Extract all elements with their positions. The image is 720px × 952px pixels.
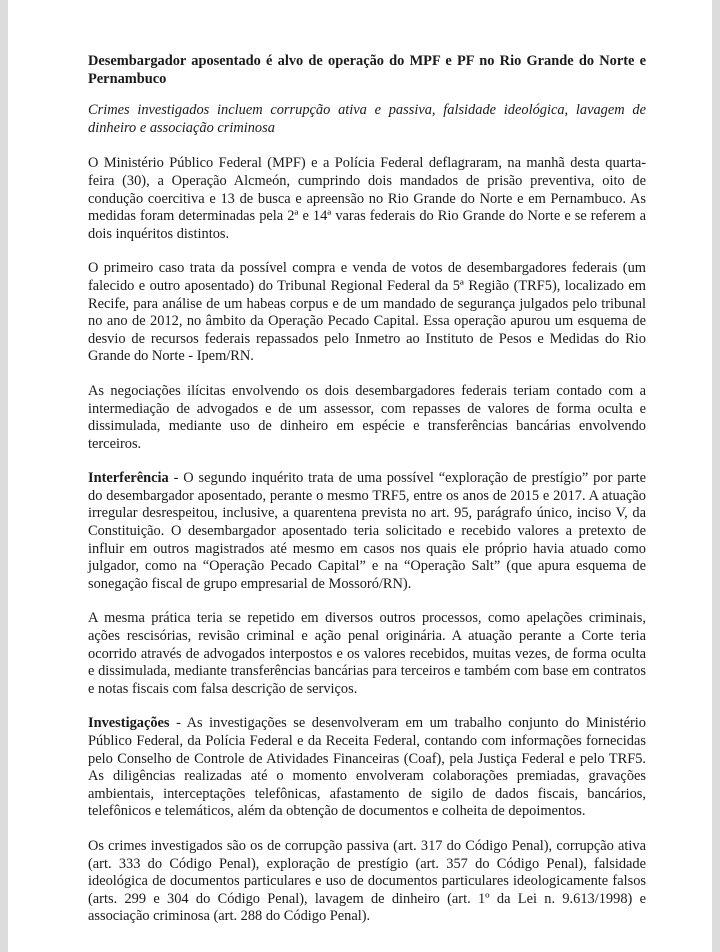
article-subtitle: Crimes investigados incluem corrupção ativa e passiva, falsidade ideológica, lavagem de dinheiro e associação criminosa xyxy=(88,102,646,136)
paragraph-text: As negociações ilícitas envolvendo os dois desembargadores federais teriam contado com a intermediação de advogados e de um assessor, com repasses de valores de forma oculta e dissimulada, mediante uso de dinheiro em espécie e transferências bancárias envolvendo terceiros. xyxy=(88,382,646,452)
paragraph-operation xyxy=(88,155,646,243)
paragraph-text: O primeiro caso trata da possível compra e venda de votos de desembargadores federais (um falecido e outro aposentado) do Tribunal Regional Federal da 5ª Região (TRF5), localizado em Recife, para análise de um habeas corpus e de um mandado de segurança julgados pelo tribunal no ano de 2012, no âmbito da Operação Pecado Capital. Essa operação apurou um esquema de desvio de recursos federais repassados pelo Inmetro ao Instituto de Pesos e Medidas do Rio Grande do Norte - Ipem/RN. xyxy=(88,260,646,365)
paragraph-text: A mesma prática teria se repetido em diversos outros processos, como apelações criminais, ações rescisórias, revisão criminal e ação penal originária. A atuação perante a Corte teria ocorrido através de advogados interpostos e os valores recebidos, muitas vezes, de forma oculta e dissimulada, mediante transferências bancárias para terceiros e também com base em contratos e notas fiscais com falsa descrição de serviços. xyxy=(88,610,646,697)
paragraph-interference xyxy=(88,470,646,593)
paragraph-text: - As investigações se desenvolveram em um trabalho conjunto do Ministério Público Federal, da Polícia Federal e da Receita Federal, contando com informações fornecidas pelo Conselho de Controle de Atividades Financeiras (Coaf), pela Justiça Federal e pelo TRF5. As diligências realizadas até o momento envolveram colaborações premiadas, gravações ambientais, interceptações telefônicas, afastamento de sigilo de dados fiscais, bancários, telefônicos e telemáticos, além da obtenção de documentos e colheita de depoimentos. xyxy=(88,715,646,820)
paragraph-crimes xyxy=(88,838,646,926)
paragraph-lead-investigations: Investigações xyxy=(88,715,170,732)
paragraph-investigations xyxy=(88,715,646,821)
article-title: Desembargador aposentado é alvo de operação do MPF e PF no Rio Grande do Norte e Pernambuco xyxy=(88,53,646,87)
paragraph-first-case xyxy=(88,260,646,366)
paragraph-text: O Ministério Público Federal (MPF) e a Polícia Federal deflagraram, na manhã desta quarta-feira (30), a Operação Alcmeón, cumprindo dois mandados de prisão preventiva, oito de condução coercitiva e 13 de busca e apreensão no Rio Grande do Norte e em Pernambuco. As medidas foram determinadas pela 2ª e 14ª varas federais do Rio Grande do Norte e se referem a dois inquéritos distintos. xyxy=(88,155,646,242)
paragraph-negotiations xyxy=(88,383,646,453)
paragraph-text: Os crimes investigados são os de corrupção passiva (art. 317 do Código Penal), corrupção ativa (art. 333 do Código Penal), exploração de prestígio (art. 357 do Código Penal), falsidade ideológica de documentos particulares e uso de documentos particulares ideologicamente falsos (arts. 299 e 304 do Código Penal), lavagem de dinheiro (art. 1º da Lei n. 9.613/1998) e associação criminosa (art. 288 do Código Penal). xyxy=(88,837,646,925)
paragraph-lead-interference: Interferência xyxy=(88,470,169,487)
article-body xyxy=(88,53,646,943)
paragraph-text: - O segundo inquérito trata de uma possível “exploração de prestígio” por parte do desembargador aposentado, perante o mesmo TRF5, entre os anos de 2015 e 2017. A atuação irregular desrespeitou, inclusive, a quarentena prevista no art. 95, parágrafo único, inciso V, da Constituição. O desembargador aposentado teria solicitado e recebido valores a pretexto de influir em outros magistrados até mesmo em casos nos quais ele próprio havia atuado como julgador, como na “Operação Pecado Capital” e na “Operação Salt” (que apura esquema de sonegação fiscal de grupo empresarial de Mossoró/RN). xyxy=(88,470,646,592)
paragraph-repeated-practice xyxy=(88,610,646,698)
